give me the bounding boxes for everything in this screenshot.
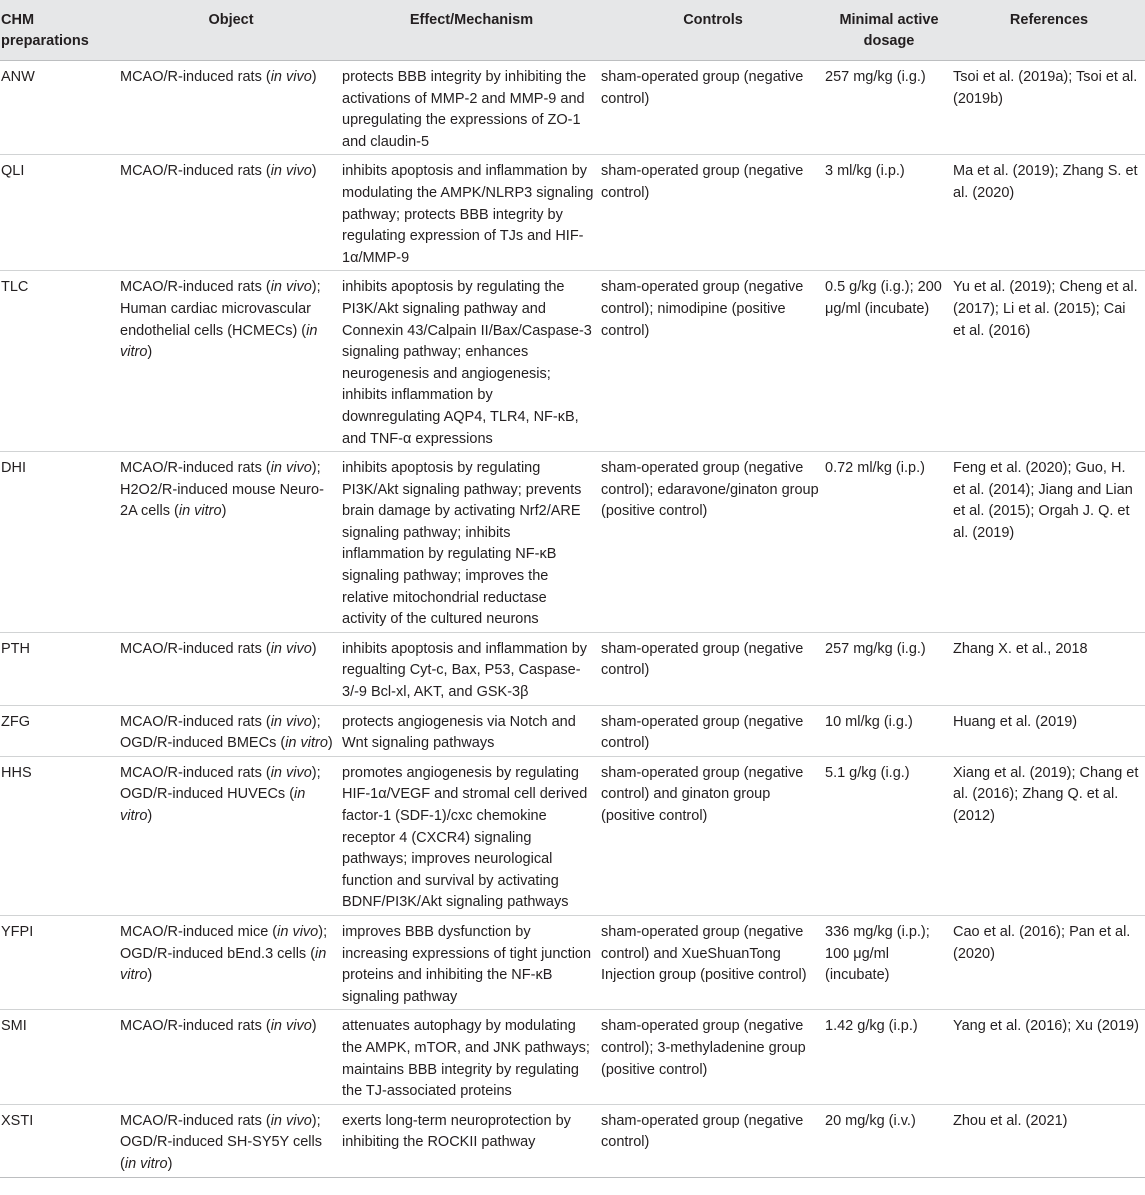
cell-effect-mechanism: exerts long-term neuroprotection by inhibiting the ROCKII pathway <box>342 1104 601 1177</box>
cell-references: Yu et al. (2019); Cheng et al. (2017); Li et al. (2015); Cai et al. (2016) <box>953 271 1145 452</box>
cell-effect-mechanism: protects angiogenesis via Notch and Wnt signaling pathways <box>342 705 601 756</box>
table-row <box>0 705 1145 756</box>
cell-minimal-active-dosage: 1.42 g/kg (i.p.) <box>825 1010 953 1104</box>
cell-references: Huang et al. (2019) <box>953 705 1145 756</box>
cell-references: Cao et al. (2016); Pan et al. (2020) <box>953 915 1145 1009</box>
cell-controls: sham-operated group (negative control); edaravone/ginaton group (positive control) <box>601 452 825 633</box>
cell-controls: sham-operated group (negative control) <box>601 632 825 705</box>
cell-object: MCAO/R-induced rats (in vivo); Human cardiac microvascular endothelial cells (HCMECs) (in vitro) <box>120 271 342 452</box>
cell-chm-preparation: SMI <box>0 1010 120 1104</box>
cell-object: MCAO/R-induced rats (in vivo) <box>120 1010 342 1104</box>
cell-effect-mechanism: inhibits apoptosis by regulating the PI3K/Akt signaling pathway and Connexin 43/Calpain II/Bax/Caspase-3 signaling pathway; enhances neurogenesis and angiogenesis; inhibits inflammation by downregulating AQP4, TLR4, NF-κB, and TNF-α expressions <box>342 271 601 452</box>
cell-effect-mechanism: improves BBB dysfunction by increasing expressions of tight junction proteins and inhibiting the NF-κB signaling pathway <box>342 915 601 1009</box>
table-row <box>0 61 1145 155</box>
cell-controls: sham-operated group (negative control) <box>601 155 825 271</box>
cell-object: MCAO/R-induced rats (in vivo) <box>120 632 342 705</box>
header-row <box>0 0 1145 61</box>
cell-controls: sham-operated group (negative control) <box>601 61 825 155</box>
cell-minimal-active-dosage: 20 mg/kg (i.v.) <box>825 1104 953 1177</box>
cell-minimal-active-dosage: 5.1 g/kg (i.g.) <box>825 756 953 915</box>
cell-effect-mechanism: protects BBB integrity by inhibiting the activations of MMP-2 and MMP-9 and upregulating the expressions of ZO-1 and claudin-5 <box>342 61 601 155</box>
cell-object: MCAO/R-induced rats (in vivo); OGD/R-induced HUVECs (in vitro) <box>120 756 342 915</box>
cell-chm-preparation: QLI <box>0 155 120 271</box>
cell-object: MCAO/R-induced rats (in vivo) <box>120 155 342 271</box>
header-minimal-active-dosage: Minimal active dosage <box>825 0 953 61</box>
cell-effect-mechanism: inhibits apoptosis and inflammation by modulating the AMPK/NLRP3 signaling pathway; protects BBB integrity by regulating expression of TJs and HIF-1α/MMP-9 <box>342 155 601 271</box>
header-controls: Controls <box>601 0 825 61</box>
cell-minimal-active-dosage: 336 mg/kg (i.p.); 100 μg/ml (incubate) <box>825 915 953 1009</box>
table-row <box>0 632 1145 705</box>
cell-object: MCAO/R-induced rats (in vivo); OGD/R-induced SH-SY5Y cells (in vitro) <box>120 1104 342 1177</box>
cell-controls: sham-operated group (negative control); 3-methyladenine group (positive control) <box>601 1010 825 1104</box>
cell-chm-preparation: HHS <box>0 756 120 915</box>
header-effect-mechanism: Effect/Mechanism <box>342 0 601 61</box>
cell-minimal-active-dosage: 10 ml/kg (i.g.) <box>825 705 953 756</box>
cell-controls: sham-operated group (negative control) <box>601 705 825 756</box>
cell-minimal-active-dosage: 0.72 ml/kg (i.p.) <box>825 452 953 633</box>
table-row <box>0 271 1145 452</box>
cell-references: Feng et al. (2020); Guo, H. et al. (2014); Jiang and Lian et al. (2015); Orgah J. Q. et al. (2019) <box>953 452 1145 633</box>
cell-references: Zhou et al. (2021) <box>953 1104 1145 1177</box>
table-row <box>0 915 1145 1009</box>
cell-chm-preparation: YFPI <box>0 915 120 1009</box>
cell-references: Tsoi et al. (2019a); Tsoi et al. (2019b) <box>953 61 1145 155</box>
cell-controls: sham-operated group (negative control); nimodipine (positive control) <box>601 271 825 452</box>
cell-references: Ma et al. (2019); Zhang S. et al. (2020) <box>953 155 1145 271</box>
cell-controls: sham-operated group (negative control) and XueShuanTong Injection group (positive control) <box>601 915 825 1009</box>
cell-chm-preparation: ANW <box>0 61 120 155</box>
cell-effect-mechanism: promotes angiogenesis by regulating HIF-1α/VEGF and stromal cell derived factor-1 (SDF-1)/cxc chemokine receptor 4 (CXCR4) signaling pathways; improves neurological function and survival by activating BDNF/PI3K/Akt signaling pathways <box>342 756 601 915</box>
cell-object: MCAO/R-induced rats (in vivo); OGD/R-induced BMECs (in vitro) <box>120 705 342 756</box>
cell-minimal-active-dosage: 0.5 g/kg (i.g.); 200 μg/ml (incubate) <box>825 271 953 452</box>
table-row <box>0 452 1145 633</box>
table-row <box>0 1010 1145 1104</box>
table-row <box>0 1104 1145 1177</box>
cell-minimal-active-dosage: 257 mg/kg (i.g.) <box>825 632 953 705</box>
table-row <box>0 756 1145 915</box>
cell-references: Zhang X. et al., 2018 <box>953 632 1145 705</box>
cell-minimal-active-dosage: 3 ml/kg (i.p.) <box>825 155 953 271</box>
header-references: References <box>953 0 1145 61</box>
cell-object: MCAO/R-induced rats (in vivo); H2O2/R-induced mouse Neuro-2A cells (in vitro) <box>120 452 342 633</box>
cell-effect-mechanism: attenuates autophagy by modulating the AMPK, mTOR, and JNK pathways; maintains BBB integrity by regulating the TJ-associated proteins <box>342 1010 601 1104</box>
cell-references: Yang et al. (2016); Xu (2019) <box>953 1010 1145 1104</box>
cell-effect-mechanism: inhibits apoptosis by regulating PI3K/Akt signaling pathway; prevents brain damage by activating Nrf2/ARE signaling pathway; inhibits inflammation by regulating NF-κB signaling pathway; improves the relative mitochondrial reductase activity of the cultured neurons <box>342 452 601 633</box>
cell-chm-preparation: XSTI <box>0 1104 120 1177</box>
header-chm-preparations: CHM preparations <box>0 0 120 61</box>
cell-effect-mechanism: inhibits apoptosis and inflammation by regualting Cyt-c, Bax, P53, Caspase-3/-9 Bcl-xl, AKT, and GSK-3β <box>342 632 601 705</box>
cell-controls: sham-operated group (negative control) <box>601 1104 825 1177</box>
cell-chm-preparation: DHI <box>0 452 120 633</box>
cell-references: Xiang et al. (2019); Chang et al. (2016); Zhang Q. et al. (2012) <box>953 756 1145 915</box>
cell-chm-preparation: ZFG <box>0 705 120 756</box>
table-body <box>0 61 1145 1178</box>
cell-object: MCAO/R-induced mice (in vivo); OGD/R-induced bEnd.3 cells (in vitro) <box>120 915 342 1009</box>
cell-chm-preparation: PTH <box>0 632 120 705</box>
table-header <box>0 0 1145 61</box>
cell-object: MCAO/R-induced rats (in vivo) <box>120 61 342 155</box>
header-object: Object <box>120 0 342 61</box>
cell-minimal-active-dosage: 257 mg/kg (i.g.) <box>825 61 953 155</box>
table-row <box>0 155 1145 271</box>
cell-chm-preparation: TLC <box>0 271 120 452</box>
cell-controls: sham-operated group (negative control) and ginaton group (positive control) <box>601 756 825 915</box>
